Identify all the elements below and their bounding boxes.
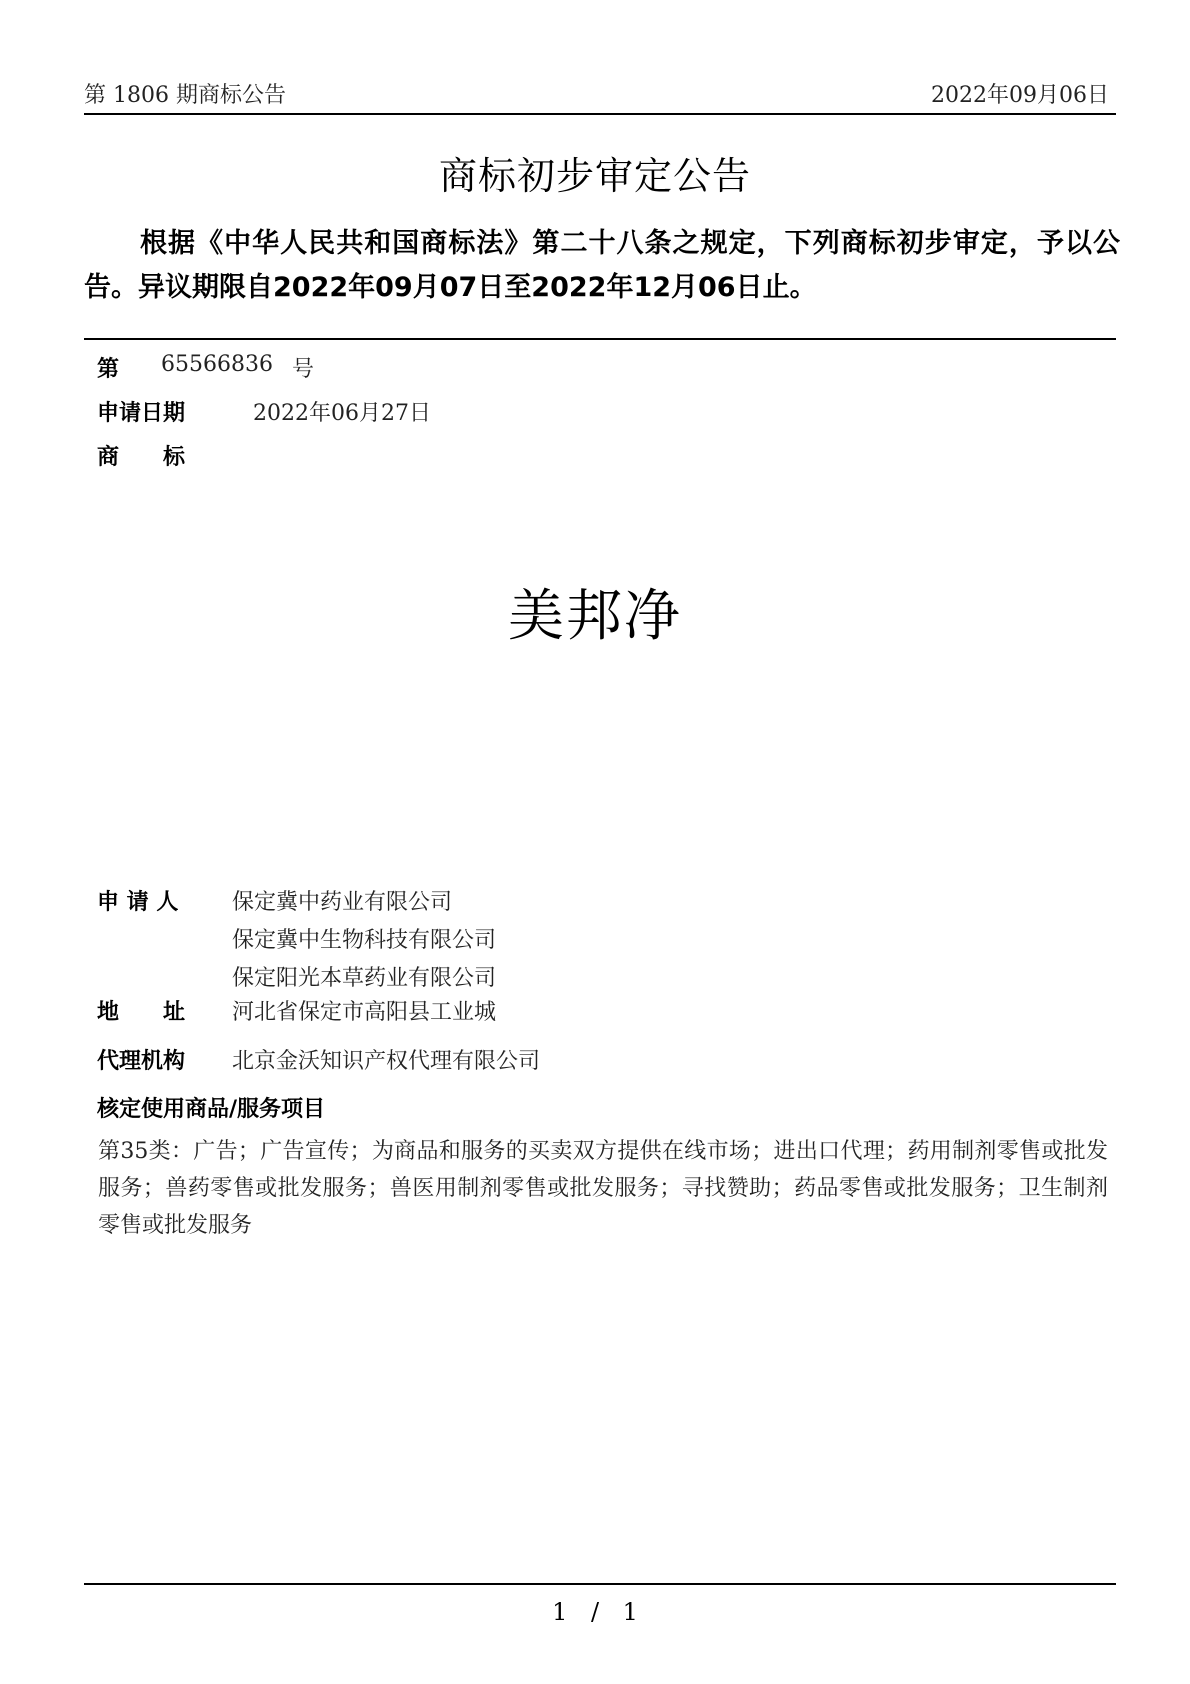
- filing-date-label: 申请日期: [97, 401, 186, 426]
- filing-date: 2022年06月27日: [253, 401, 431, 426]
- agent-value: 北京金沃知识产权代理有限公司: [232, 1049, 541, 1074]
- reg-number-prefix: 第: [97, 357, 120, 382]
- page-title: 商标初步审定公告: [438, 154, 751, 198]
- header-divider: [84, 113, 1116, 115]
- section-divider: [84, 338, 1116, 340]
- current-page: 1: [552, 1598, 568, 1626]
- trademark-image: 美邦净: [508, 584, 682, 649]
- applicant-label: 申 请 人: [97, 890, 179, 915]
- trademark-label: 商 标: [97, 445, 186, 470]
- footer-divider: [84, 1583, 1116, 1585]
- reg-number: 65566836: [161, 352, 273, 377]
- goods-list: 第35类：广告；广告宣传；为商品和服务的买卖双方提供在线市场；进出口代理；药用制剂零售或批发服务；兽药零售或批发服务；兽医用制剂零售或批发服务；寻找赞助；药品零售或批发服务；卫生制剂零售或批发服务: [98, 1139, 1108, 1238]
- applicant-name: 保定阳光本草药业有限公司: [232, 966, 497, 991]
- page-indicator: [0, 1598, 1190, 1626]
- publication-date: 2022年09月06日: [931, 83, 1109, 108]
- issue-number: 第 1806 期商标公告: [84, 83, 286, 108]
- applicant-name: 保定冀中药业有限公司: [232, 890, 453, 915]
- total-pages: 1: [622, 1598, 638, 1626]
- address-value: 河北省保定市高阳县工业城: [232, 1000, 497, 1025]
- goods-heading: 核定使用商品/服务项目: [97, 1097, 326, 1122]
- agent-label: 代理机构: [97, 1049, 186, 1074]
- address-label: 地 址: [97, 1000, 186, 1025]
- page-separator: /: [590, 1598, 600, 1626]
- reg-number-suffix: 号: [292, 357, 315, 382]
- applicant-name: 保定冀中生物科技有限公司: [232, 928, 497, 953]
- announcement-intro: 根据《中华人民共和国商标法》第二十八条之规定，下列商标初步审定，予以公告。异议期限自2022年09月07日至2022年12月06日止。: [84, 228, 1120, 303]
